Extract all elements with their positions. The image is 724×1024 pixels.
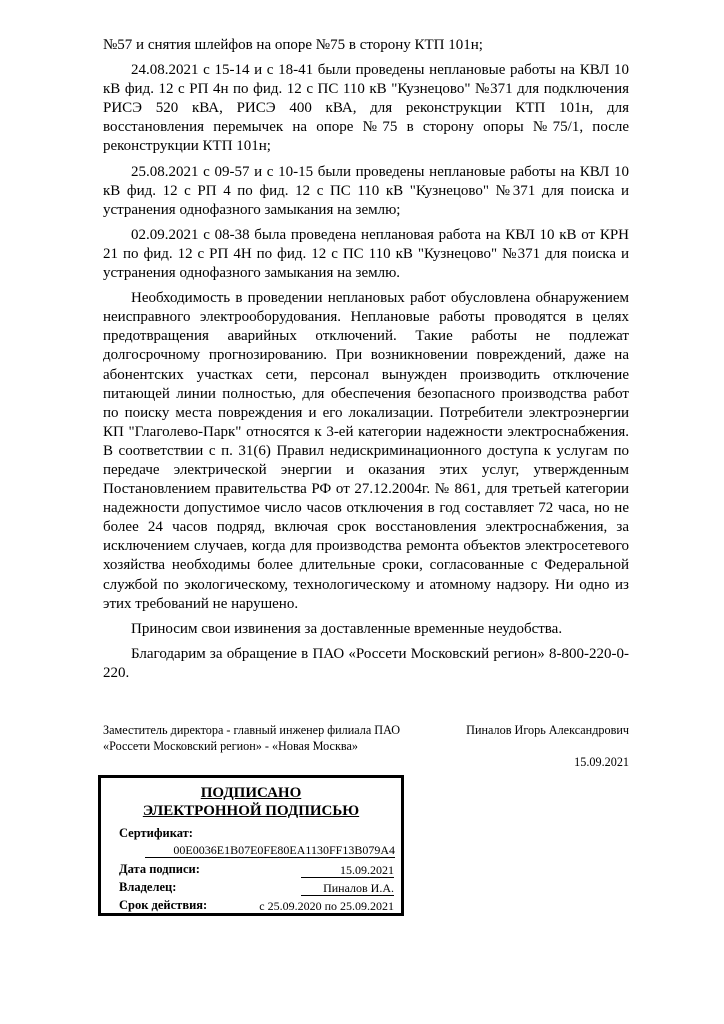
paragraph-thanks: Благодарим за обращение в ПАО «Россети Московский регион» 8-800-220-0-220. (103, 645, 629, 681)
owner-label: Владелец: (119, 880, 177, 894)
paragraph-explanation: Необходимость в проведении неплановых работ обусловлена обнаружением неисправного электрооборудования. Неплановые работы проводятся в целях предотвращения аварийных отключений. Такие работы не подлежат долгосрочному прогнозированию. При возникновении повреждений, даже на абонентских участках сети, персонал вынужден производить отключение питающей линии полностью, для обеспечения безопасного производства работ по поиску места повреждения и его локализации. Потребители электроэнергии КП "Глаголево-Парк" относятся к 3-ей категории надежности электроснабжения. В соответствии с п. 31(6) Правил недискриминационного доступа к услугам по передаче электрической энергии и оказания этих услуг, утвержденным Постановлением правительства РФ от 27.12.2004г. № 861, для третьей категории надежности допустимое число часов отключения в год составляет 72 часа, но не более 24 часов подряд, включая срок восстановления электроснабжения, за исключением случаев, когда для производства ремонта объектов электросетевого хозяйства необходимы более длительные сроки, согласованные с Федеральной службой по экологическому, технологическому и атомному надзору. Ни одно из этих требований не нарушено. (103, 290, 629, 612)
owner-value: Пиналов И.А. (301, 881, 394, 896)
electronic-signature-stamp (98, 775, 404, 916)
signer-position: Заместитель директора - главный инженер филиала ПАО «Россети Московский регион» - «Новая Москва» (103, 723, 401, 753)
certificate-label: Сертификат: (119, 826, 193, 840)
letter-body (103, 36, 629, 683)
sign-date-value: 15.09.2021 (301, 863, 394, 878)
paragraph-work-25-08: 25.08.2021 с 09-57 и с 10-15 были проведены неплановые работы на КВЛ 10 кВ фид. 12 с РП 4 по фид. 12 с ПС 110 кВ "Кузнецово" №371 для поиска и устранения однофазного замыкания на землю; (103, 163, 629, 218)
paragraph-work-24-08: 24.08.2021 с 15-14 и с 18-41 были проведены неплановые работы на КВЛ 10 кВ фид. 12 с РП 4н по фид. 12 с ПС 110 кВ "Кузнецово" №371 для подключения РИСЭ 520 кВА, РИСЭ 400 кВА, для реконструкции КТП 101н, для восстановления перемычек на опоре №75 в сторону опоры №75/1, после реконструкции КТП 101н; (103, 62, 629, 155)
paragraph-apology: Приносим свои извинения за доставленные временные неудобства. (131, 620, 563, 637)
validity-value: с 25.09.2020 по 25.09.2021 (241, 899, 394, 914)
certificate-value: 00E0036E1B07E0FE80EA1130FF13B079A4 (145, 843, 395, 858)
stamp-title-line2: ЭЛЕКТРОННОЙ ПОДПИСЬЮ (142, 803, 360, 819)
validity-label: Срок действия: (119, 898, 208, 912)
stamp-title (101, 784, 401, 820)
signer-name: Пиналов Игорь Александрович (466, 723, 629, 737)
signature-date: 15.09.2021 (574, 755, 629, 769)
paragraph-work-02-09: 02.09.2021 с 08-38 была проведена неплановая работа на КВЛ 10 кВ от КРН 21 по фид. 12 с РП 4Н по фид. 12 с ПС 110 кВ "Кузнецово" №371 для поиска и устранения однофазного замыкания на землю. (103, 226, 629, 282)
stamp-title-line1: ПОДПИСАНО (200, 785, 302, 801)
sign-date-label: Дата подписи: (119, 862, 200, 876)
paragraph-continuation: №57 и снятия шлейфов на опоре №75 в сторону КТП 101н; (103, 37, 483, 53)
